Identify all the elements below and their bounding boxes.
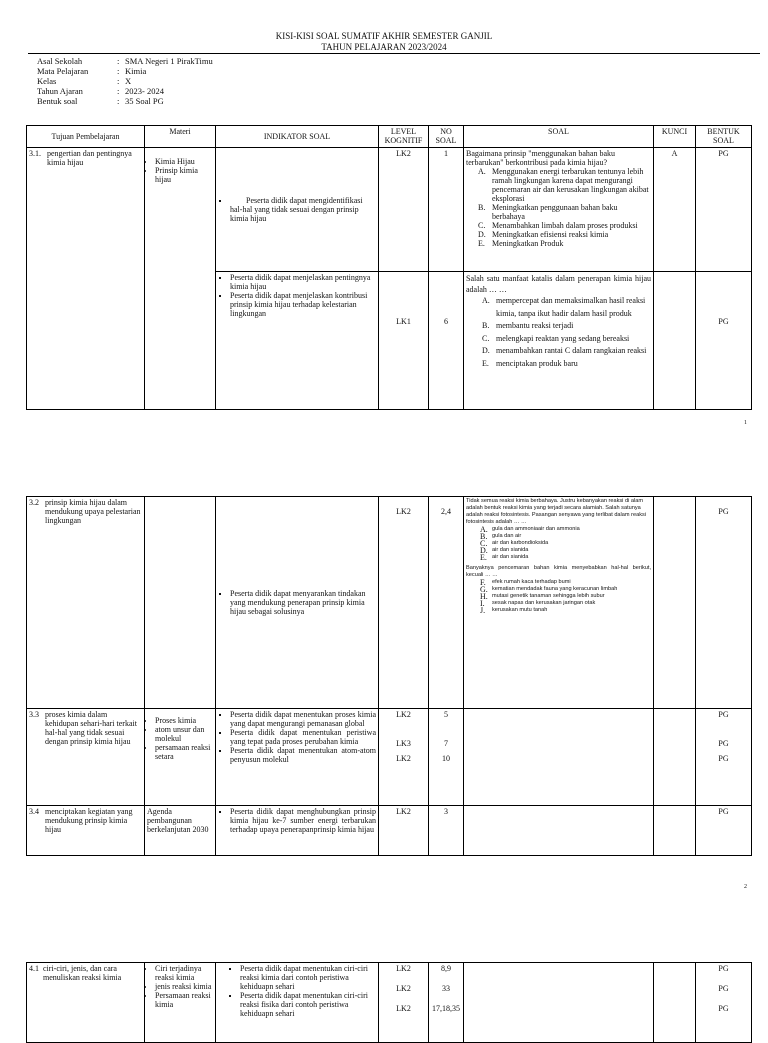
identity-label: Tahun Ajaran bbox=[37, 86, 83, 96]
materi-list bbox=[147, 716, 213, 761]
option-text: gula dan air bbox=[492, 533, 522, 539]
option-text: menambahkan rantai C dalam rangkaian reaksi bbox=[496, 346, 647, 355]
answer-option bbox=[478, 221, 651, 230]
indikator-list bbox=[218, 710, 376, 764]
no-value: 33 bbox=[442, 984, 450, 993]
kunci-cell bbox=[654, 963, 696, 1043]
identity-colon: : bbox=[117, 96, 120, 106]
option-letter: I. bbox=[480, 599, 485, 608]
tujuan-number: 3.3 bbox=[29, 710, 39, 719]
soal-cell bbox=[464, 148, 654, 272]
kunci-cell: A bbox=[654, 148, 696, 272]
answer-option bbox=[478, 203, 651, 221]
bentuk-cell bbox=[696, 709, 752, 806]
level-value: LK2 bbox=[396, 984, 411, 993]
materi-list bbox=[147, 157, 213, 184]
no-value: 17,18,35 bbox=[432, 1004, 460, 1013]
bentuk-cell bbox=[696, 963, 752, 1043]
option-letter: D. bbox=[480, 546, 488, 555]
soal-cell bbox=[464, 963, 654, 1043]
materi-cell bbox=[145, 148, 216, 410]
answer-option bbox=[482, 358, 651, 371]
answer-option bbox=[480, 540, 651, 547]
no-cell bbox=[429, 963, 464, 1043]
soal-cell bbox=[464, 497, 654, 709]
option-letter: C. bbox=[482, 333, 490, 343]
identity-value: X bbox=[125, 76, 132, 86]
options-list bbox=[466, 526, 651, 561]
bentuk-cell: PG bbox=[696, 272, 752, 410]
list-item: ▪ Peserta didik dapat menentukan ciri-ciri reaksi kimia dari contoh peristiwa kehiduapn sehari bbox=[240, 964, 376, 991]
indikator-list bbox=[218, 589, 376, 616]
tujuan-cell bbox=[27, 806, 145, 856]
answer-option bbox=[480, 533, 651, 540]
list-item: ▪ Peserta didik dapat menjelaskan pentingnya kimia hijau bbox=[230, 273, 376, 291]
list-item: ▪ Peserta didik dapat menentukan peristiwa yang tepat pada proses perubahan kimia bbox=[230, 728, 376, 746]
option-text: Meningkatkan penggunaan bahan baku berbahaya bbox=[492, 203, 618, 221]
list-item: • Prinsip kimia hijau bbox=[155, 166, 213, 184]
identity-label: Mata Pelajaran bbox=[37, 66, 89, 76]
answer-option bbox=[478, 230, 651, 239]
list-item: • persamaan reaksi setara bbox=[155, 743, 213, 761]
options-list bbox=[466, 579, 651, 614]
question-text: Banyaknya pencemaran bahan kimia menyebabkan hal-hal berikut, kecuali … … bbox=[466, 565, 651, 578]
no-value: 8,9 bbox=[441, 964, 451, 973]
soal-cell bbox=[464, 272, 654, 410]
table-row bbox=[27, 806, 752, 856]
header-divider bbox=[28, 53, 760, 54]
materi-cell: Agenda pembangunan berkelanjutan 2030 bbox=[145, 806, 216, 856]
option-text: gula dan ammoniaair dan ammonia bbox=[492, 526, 580, 532]
identity-value: Kimia bbox=[125, 66, 147, 76]
answer-option bbox=[480, 526, 651, 533]
answer-option bbox=[482, 295, 651, 320]
list-item: • Proses kimia bbox=[155, 716, 213, 725]
table-page-2 bbox=[26, 496, 752, 856]
identity-colon: : bbox=[117, 56, 120, 66]
option-letter: E. bbox=[478, 239, 485, 248]
document-subtitle: TAHUN PELAJARAN 2023/2024 bbox=[321, 42, 447, 52]
materi-list bbox=[147, 964, 213, 1009]
identity-value: SMA Negeri 1 PirakTimu bbox=[125, 56, 213, 66]
option-text: kerusakan mutu tanah bbox=[492, 607, 548, 613]
indikator-list bbox=[218, 196, 376, 223]
level-cell: LK1 bbox=[379, 272, 429, 410]
tujuan-text: menciptakan kegiatan yang mendukung prinsip kimia hijau bbox=[45, 807, 133, 834]
identity-row bbox=[37, 86, 213, 96]
no-cell: 2,4 bbox=[429, 497, 464, 709]
answer-option bbox=[480, 600, 651, 607]
answer-option bbox=[480, 579, 651, 586]
answer-option bbox=[478, 167, 651, 203]
no-cell: 6 bbox=[429, 272, 464, 410]
option-text: sesak napas dan kerusakan jaringan otak bbox=[492, 600, 596, 606]
option-letter: A. bbox=[478, 167, 486, 176]
option-text: Menambahkan limbah dalam proses produksi bbox=[492, 221, 638, 230]
tujuan-cell bbox=[27, 148, 145, 410]
indikator-cell bbox=[216, 963, 379, 1043]
identity-value: 2023- 2024 bbox=[125, 86, 164, 96]
bentuk-value: PG bbox=[718, 710, 729, 719]
identity-colon: : bbox=[117, 76, 120, 86]
identity-colon: : bbox=[117, 66, 120, 76]
tujuan-text: proses kimia dalam kehidupan sehari-hari terkait hal-hal yang tidak sesuai dengan prinsip kimia hijau bbox=[45, 710, 137, 746]
tujuan-text: ciri-ciri, jenis, dan cara menuliskan reaksi kimia bbox=[43, 964, 122, 982]
list-item: ▪ Peserta didik dapat menyarankan tindakan yang mendukung penerapan prinsip kimia hijau sebagai solusinya bbox=[230, 589, 376, 616]
option-text: efek rumah kaca terhadap bumi bbox=[492, 579, 571, 585]
options-list bbox=[466, 167, 651, 248]
no-cell bbox=[429, 709, 464, 806]
option-letter: E. bbox=[480, 553, 487, 562]
list-item: • Kimia Hijau bbox=[155, 157, 213, 166]
bentuk-value: PG bbox=[718, 984, 729, 993]
indikator-cell bbox=[216, 806, 379, 856]
option-letter: A. bbox=[482, 296, 490, 305]
no-cell: 3 bbox=[429, 806, 464, 856]
table-row bbox=[27, 963, 752, 1043]
col-no: NO SOAL bbox=[429, 126, 464, 148]
tujuan-cell bbox=[27, 963, 145, 1043]
tujuan-number: 3.1. bbox=[29, 149, 41, 158]
no-value: 10 bbox=[442, 754, 450, 763]
no-cell: 1 bbox=[429, 148, 464, 272]
bentuk-value: PG bbox=[718, 739, 729, 748]
indikator-cell bbox=[216, 272, 379, 410]
table-page-1 bbox=[26, 125, 752, 410]
indikator-cell bbox=[216, 148, 379, 272]
table-row bbox=[27, 497, 752, 709]
option-text: mempercepat dan memaksimalkan hasil reaksi kimia, tanpa ikut hadir dalam hasil produk bbox=[496, 296, 646, 318]
option-text: melengkapi reaktan yang sedang bereaksi bbox=[496, 333, 630, 343]
materi-cell bbox=[145, 497, 216, 709]
answer-option bbox=[480, 607, 651, 614]
question-text: Salah satu manfaat katalis dalam penerapan kimia hijau adalah … … bbox=[466, 274, 651, 294]
level-cell: LK2 bbox=[379, 497, 429, 709]
list-item: • atom unsur dan molekul bbox=[155, 725, 213, 743]
option-letter: D. bbox=[482, 346, 490, 355]
answer-option bbox=[480, 554, 651, 561]
option-letter: B. bbox=[482, 321, 490, 330]
list-item: • Persamaan reaksi kimia bbox=[155, 991, 213, 1009]
option-letter: E. bbox=[482, 358, 489, 368]
identity-block bbox=[37, 56, 213, 106]
kunci-cell bbox=[654, 272, 696, 410]
answer-option bbox=[480, 547, 651, 554]
col-level: LEVEL KOGNITIF bbox=[379, 126, 429, 148]
answer-option bbox=[482, 333, 651, 346]
bentuk-cell: PG bbox=[696, 497, 752, 709]
bentuk-value: PG bbox=[718, 964, 729, 973]
tujuan-text: prinsip kimia hijau dalam mendukung upaya pelestarian lingkungan bbox=[45, 498, 141, 525]
level-value: LK3 bbox=[396, 739, 411, 748]
option-letter: B. bbox=[478, 203, 486, 212]
question-text: Tidak semua reaksi kimia berbahaya. Justru kebanyakan reaksi di alam adalah bentuk reaksi kimia yang terjadi secara alamiah. Salah satunya adalah reaksi fotosintesis. Pasangan senyawa yang terlibat dalam reaksi fotosintesis adalah … … bbox=[466, 498, 647, 525]
option-letter: G. bbox=[480, 585, 488, 594]
identity-row bbox=[37, 76, 213, 86]
tujuan-number: 4.1 bbox=[29, 964, 39, 973]
option-text: air dan karbondioksida bbox=[492, 540, 549, 546]
materi-cell bbox=[145, 963, 216, 1043]
option-letter: A. bbox=[480, 525, 488, 534]
kunci-cell bbox=[654, 806, 696, 856]
bentuk-value: PG bbox=[718, 754, 729, 763]
identity-row bbox=[37, 66, 213, 76]
page-number: 1 bbox=[744, 420, 747, 426]
level-value: LK2 bbox=[396, 710, 411, 719]
answer-option bbox=[480, 586, 651, 593]
options-list bbox=[466, 295, 651, 370]
document-title: KISI-KISI SOAL SUMATIF AKHIR SEMESTER GANJIL bbox=[275, 31, 493, 41]
list-item: ▪ Peserta didik dapat menghubungkan prinsip kimia hijau ke-7 sumber energi terbarukan terhadap upaya penerapanprinsip kimia hijau bbox=[230, 807, 376, 834]
no-value: 5 bbox=[444, 710, 448, 719]
option-text: kematian mendadak fauna yang keracunan limbah bbox=[492, 586, 618, 592]
option-letter: B. bbox=[480, 532, 488, 541]
col-soal: SOAL bbox=[464, 126, 654, 148]
tujuan-number: 3.4 bbox=[29, 807, 39, 816]
option-letter: F. bbox=[480, 578, 486, 587]
page-number: 2 bbox=[744, 884, 747, 890]
tujuan-number: 3.2 bbox=[29, 498, 39, 507]
indikator-list bbox=[218, 964, 376, 1018]
bentuk-cell: PG bbox=[696, 806, 752, 856]
option-text: menciptakan produk baru bbox=[496, 358, 578, 368]
identity-row bbox=[37, 56, 213, 66]
tujuan-text: pengertian dan pentingnya kimia hijau bbox=[47, 149, 132, 167]
list-item: • Ciri terjadinya reaksi kimia bbox=[155, 964, 213, 982]
answer-option bbox=[482, 345, 651, 358]
list-item: ▪ Peserta didik dapat menentukan ciri-ciri reaksi fisika dari contoh peristiwa kehiduapn sehari bbox=[240, 991, 376, 1018]
level-value: LK2 bbox=[396, 754, 411, 763]
option-letter: C. bbox=[480, 539, 488, 548]
option-letter: C. bbox=[478, 221, 486, 230]
soal-cell bbox=[464, 806, 654, 856]
question-text: Bagaimana prinsip "menggunakan bahan baku terbarukan" berkontribusi pada kimia hijau? bbox=[466, 149, 615, 167]
level-cell: LK2 bbox=[379, 148, 429, 272]
list-item: ▪ Peserta didik dapat menentukan proses kimia yang dapat mengurangi pemanasan global bbox=[230, 710, 376, 728]
identity-row bbox=[37, 96, 213, 106]
indikator-list bbox=[218, 807, 376, 834]
tujuan-cell bbox=[27, 709, 145, 806]
option-text: air dan sianida bbox=[492, 554, 529, 560]
level-cell bbox=[379, 963, 429, 1043]
table-row bbox=[27, 148, 752, 272]
col-indikator: INDIKATOR SOAL bbox=[216, 126, 379, 148]
identity-value: 35 Soal PG bbox=[125, 96, 164, 106]
answer-option bbox=[482, 320, 651, 333]
col-kunci: KUNCI bbox=[654, 126, 696, 148]
kunci-cell bbox=[654, 709, 696, 806]
option-text: membantu reaksi terjadi bbox=[496, 321, 574, 330]
indikator-cell bbox=[216, 709, 379, 806]
option-letter: D. bbox=[478, 230, 486, 239]
table-page-3 bbox=[26, 962, 752, 1043]
level-cell bbox=[379, 709, 429, 806]
option-text: Menggunakan energi terbarukan tentunya lebih ramah lingkungan karena dapat mengurangi pencemaran air dan kerusakan lingkungan akibat eksplorasi bbox=[492, 167, 649, 203]
col-tujuan: Tujuan Pembelajaran bbox=[27, 126, 145, 148]
option-text: air dan sianida bbox=[492, 547, 529, 553]
list-item: ▪ Peserta didik dapat menjelaskan kontribusi prinsip kimia hijau terhadap kelestarian lingkungan bbox=[230, 291, 376, 318]
level-value: LK2 bbox=[396, 964, 411, 973]
identity-label: Bentuk soal bbox=[37, 96, 78, 106]
col-bentuk: BENTUK SOAL bbox=[696, 126, 752, 148]
bentuk-value: PG bbox=[718, 1004, 729, 1013]
level-value: LK2 bbox=[396, 1004, 411, 1013]
indikator-cell bbox=[216, 497, 379, 709]
option-text: mutasi genetik tanaman sehingga lebih subur bbox=[492, 593, 605, 599]
option-letter: J. bbox=[480, 606, 486, 615]
list-item: ▪ Peserta didik dapat menentukan atom-atom penyusun molekul bbox=[230, 746, 376, 764]
col-materi: Materi bbox=[145, 126, 216, 148]
option-text: Meningkatkan Produk bbox=[492, 239, 564, 248]
materi-cell bbox=[145, 709, 216, 806]
tujuan-cell bbox=[27, 497, 145, 709]
table-row bbox=[27, 709, 752, 806]
answer-option bbox=[478, 239, 651, 248]
option-letter: H. bbox=[480, 592, 488, 601]
answer-option bbox=[480, 593, 651, 600]
identity-colon: : bbox=[117, 86, 120, 96]
list-item: ▪ Peserta didik dapat mengidentifikasi hal-hal yang tidak sesuai dengan prinsip kimia hijau bbox=[230, 196, 376, 223]
option-text: Meningkatkan efisiensi reaksi kimia bbox=[492, 230, 609, 239]
no-value: 7 bbox=[444, 739, 448, 748]
kunci-cell bbox=[654, 497, 696, 709]
level-cell: LK2 bbox=[379, 806, 429, 856]
table-header-row bbox=[27, 126, 752, 148]
indikator-list bbox=[218, 273, 376, 318]
identity-label: Asal Sekolah bbox=[37, 56, 83, 66]
list-item: • jenis reaksi kimia bbox=[155, 982, 213, 991]
soal-cell bbox=[464, 709, 654, 806]
identity-label: Kelas bbox=[37, 76, 57, 86]
bentuk-cell: PG bbox=[696, 148, 752, 272]
